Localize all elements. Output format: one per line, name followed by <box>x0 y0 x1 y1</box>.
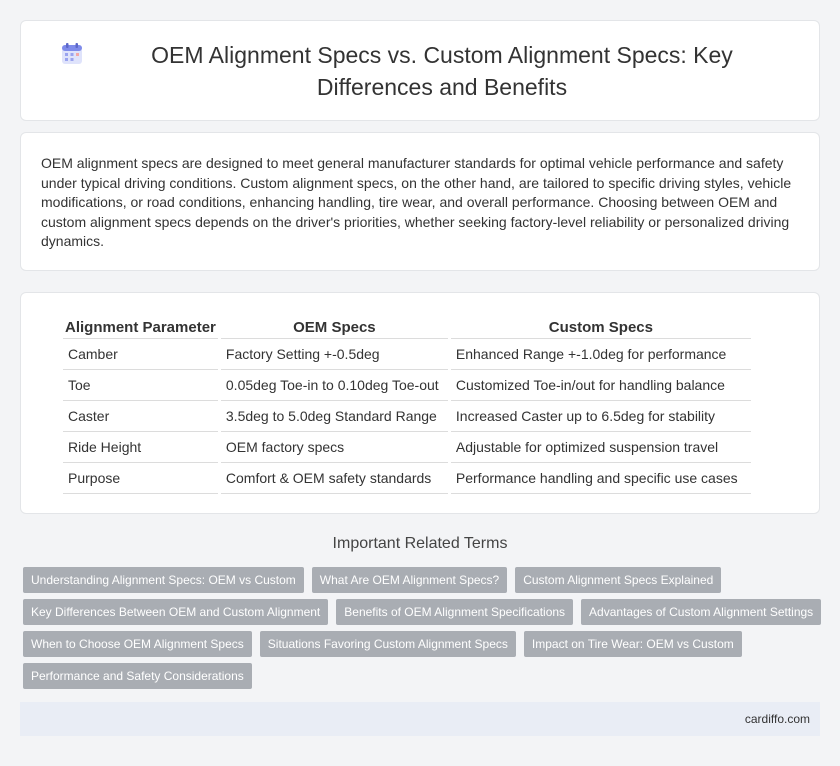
related-term-tag[interactable]: Understanding Alignment Specs: OEM vs Custom <box>23 567 304 593</box>
title-card <box>20 20 820 121</box>
intro-card <box>20 132 820 271</box>
table-cell: Adjustable for optimized suspension travel <box>451 432 751 463</box>
tag-row <box>23 567 823 593</box>
table-row <box>63 401 751 432</box>
table-cell: Camber <box>63 339 218 370</box>
related-term-tag[interactable]: Impact on Tire Wear: OEM vs Custom <box>524 631 742 657</box>
related-terms-heading: Important Related Terms <box>332 535 508 552</box>
related-terms-list <box>23 567 823 695</box>
table-row <box>63 370 751 401</box>
related-term-tag[interactable]: Key Differences Between OEM and Custom Alignment <box>23 599 328 625</box>
table-cell: Performance handling and specific use cases <box>451 463 751 494</box>
related-term-tag[interactable]: When to Choose OEM Alignment Specs <box>23 631 252 657</box>
intro-paragraph: OEM alignment specs are designed to meet general manufacturer standards for optimal vehicle performance and safety under typical driving conditions. Custom alignment specs, on the other hand, are tailored to specific driving styles, vehicle modifications, or road conditions, enhancing handling, tire wear, and overall performance. Choosing between OEM and custom alignment specs depends on the driver's priorities, whether seeking factory-level reliability or personalized driving dynamics. <box>41 155 792 249</box>
tag-row <box>23 599 823 625</box>
related-term-tag[interactable]: What Are OEM Alignment Specs? <box>312 567 507 593</box>
table-header-row <box>63 317 751 339</box>
table-cell: Purpose <box>63 463 218 494</box>
tag-row <box>23 631 823 657</box>
table-cell: OEM factory specs <box>221 432 448 463</box>
table-cell: Caster <box>63 401 218 432</box>
related-term-tag[interactable]: Performance and Safety Considerations <box>23 663 252 689</box>
table-row <box>63 339 751 370</box>
table-cell: Customized Toe-in/out for handling balance <box>451 370 751 401</box>
related-term-tag[interactable]: Benefits of OEM Alignment Specifications <box>336 599 573 625</box>
table-cell: Factory Setting +-0.5deg <box>221 339 448 370</box>
table-cell: Increased Caster up to 6.5deg for stability <box>451 401 751 432</box>
calendar-icon <box>60 42 84 66</box>
column-header-oem: OEM Specs <box>221 317 448 339</box>
table-cell: Enhanced Range +-1.0deg for performance <box>451 339 751 370</box>
related-term-tag[interactable]: Advantages of Custom Alignment Settings <box>581 599 821 625</box>
table-cell: 0.05deg Toe-in to 0.10deg Toe-out <box>221 370 448 401</box>
footer <box>20 702 820 736</box>
table-cell: Ride Height <box>63 432 218 463</box>
title-wrap <box>60 39 780 103</box>
table-cell: Comfort & OEM safety standards <box>221 463 448 494</box>
table-cell: 3.5deg to 5.0deg Standard Range <box>221 401 448 432</box>
table-row <box>63 432 751 463</box>
related-term-tag[interactable]: Situations Favoring Custom Alignment Specs <box>260 631 516 657</box>
tag-row <box>23 663 823 689</box>
related-term-tag[interactable]: Custom Alignment Specs Explained <box>515 567 721 593</box>
table-row <box>63 463 751 494</box>
column-header-custom: Custom Specs <box>451 317 751 339</box>
table-cell: Toe <box>63 370 218 401</box>
comparison-table <box>60 317 754 494</box>
footer-site-name: cardiffo.com <box>744 712 810 726</box>
page-title: OEM Alignment Specs vs. Custom Alignment Specs: Key Differences and Benefits <box>151 41 733 100</box>
column-header-parameter: Alignment Parameter <box>63 317 218 339</box>
comparison-table-card <box>20 292 820 514</box>
